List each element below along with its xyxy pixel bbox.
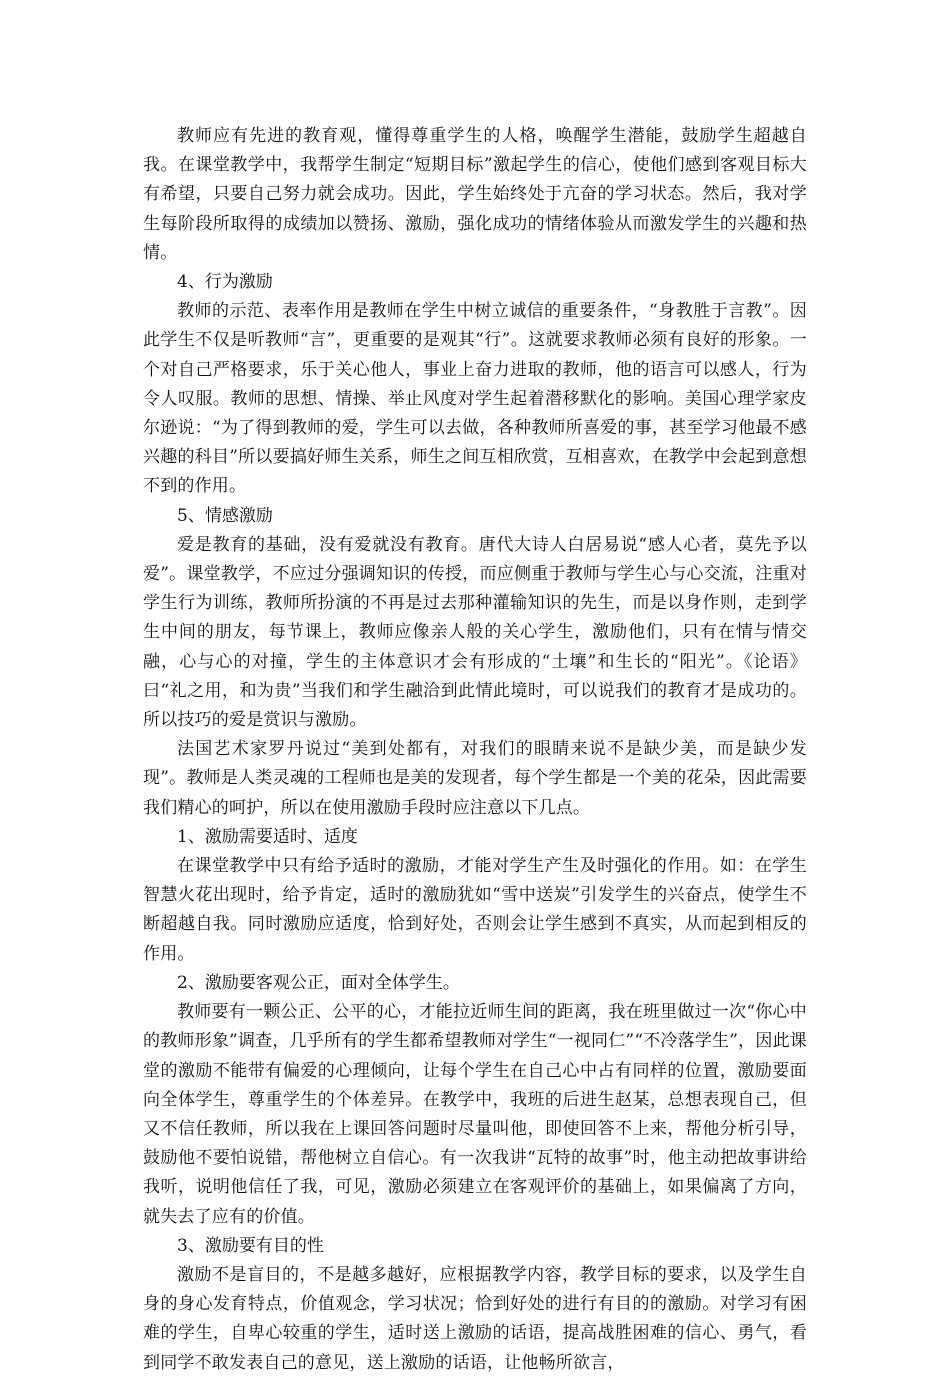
heading-objective-fair: 2、激励要客观公正，面对全体学生。 xyxy=(177,972,460,993)
heading-timely-moderate: 1、激励需要适时、适度 xyxy=(177,826,358,847)
paragraph-purposeful-encouragement: 激励不是盲目的，不是越多越好，应根据教学内容，教学目标的要求，以及学生自身的身心发育特点，价值观念，学习状况；恰到好处的进行有目的的激励。对学习有困难的学生，自卑心较重的学生，适时送上激励的话语，提高战胜困难的信心、勇气，看到同学不敢发表自己的意见，送上激励的话语，让他畅所欲言， xyxy=(143,1264,807,1373)
paragraph-rodin-quote: 法国艺术家罗丹说过“美到处都有，对我们的眼睛来说不是缺少美，而是缺少发现”。教师是人类灵魂的工程师也是美的发现者，每个学生都是一个美的花朵，因此需要我们精心的呵护，所以在使用激励手段时应注意以下几点。 xyxy=(143,739,807,818)
heading-behavior-motivation: 4、行为激励 xyxy=(177,272,273,293)
paragraph-teacher-example: 教师的示范、表率作用是教师在学生中树立诚信的重要条件，“身教胜于言教”。因此学生不仅是听教师“言”，更重要的是观其“行”。这就要求教师必须有良好的形象。一个对自己严格要求，乐于关心他人，事业上奋力进取的教师，他的语言可以感人，行为令人叹服。教师的思想、情操、举止风度对学生起着潜移默化的影响。美国心理学家皮尔逊说：“为了得到教师的爱，学生可以去做，各种教师所喜爱的事，甚至学习他最不感兴趣的科目”所以要搞好师生关系，师生之间互相欣赏，互相喜欢，在教学中会起到意想不到的作用。 xyxy=(143,301,807,497)
heading-emotional-motivation: 5、情感激励 xyxy=(177,505,273,526)
paragraph-encouragement-goals: 教师应有先进的教育观，懂得尊重学生的人格，唤醒学生潜能，鼓励学生超越自我。在课堂教学中，我帮学生制定“短期目标”激起学生的信心，使他们感到客观目标大有希望，只要自己努力就会成功。因此，学生始终处于亢奋的学习状态。然后，我对学生每阶段所取得的成绩加以赞扬、激励，强化成功的情绪体验从而激发学生的兴趣和热情。 xyxy=(143,126,807,263)
paragraph-love-education: 爱是教育的基础，没有爱就没有教育。唐代大诗人白居易说“感人心者，莫先予以爱”。课堂教学，不应过分强调知识的传授，而应侧重于教师与学生心与心交流，注重对学生行为训练，教师所扮演的不再是过去那种灌输知识的先生，而是以身作则，走到学生中间的朋友，每节课上，教师应像亲人般的关心学生，激励他们，只有在情与情交融，心与心的对撞，学生的主体意识才会有形成的“土壤”和生长的“阳光”。《论语》曰“礼之用，和为贵”当我们和学生融洽到此情此境时，可以说我们的教育才是成功的。所以技巧的爱是赏识与激励。 xyxy=(143,534,807,731)
heading-purposeful: 3、激励要有目的性 xyxy=(177,1235,324,1256)
paragraph-timely-encouragement: 在课堂教学中只有给予适时的激励，才能对学生产生及时强化的作用。如：在学生智慧火花出现时，给予肯定，适时的激励犹如“雪中送炭”引发学生的兴奋点，使学生不断超越自我。同时激励应适度，恰到好处，否则会让学生感到不真实，从而起到相反的作用。 xyxy=(143,856,807,964)
paragraph-fairness: 教师要有一颗公正、公平的心，才能拉近师生间的距离，我在班里做过一次“你心中的教师形象”调查，几乎所有的学生都希望教师对学生“一视同仁”“不冷落学生”，因此课堂的激励不能带有偏爱的心理倾向，让每个学生在自己心中占有同样的位置，激励要面向全体学生，尊重学生的个体差异。在教学中，我班的后进生赵某，总想表现自己，但又不信任教师，所以我在上课回答问题时尽量叫他，即使回答不上来，帮他分析引导，鼓励他不要怕说错，帮他树立自信心。有一次我讲“瓦特的故事”时，他主动把故事讲给我听，说明他信任了我，可见，激励必须建立在客观评价的基础上，如果偏离了方向，就失去了应有的价值。 xyxy=(143,1002,807,1227)
document-body xyxy=(143,122,807,1378)
